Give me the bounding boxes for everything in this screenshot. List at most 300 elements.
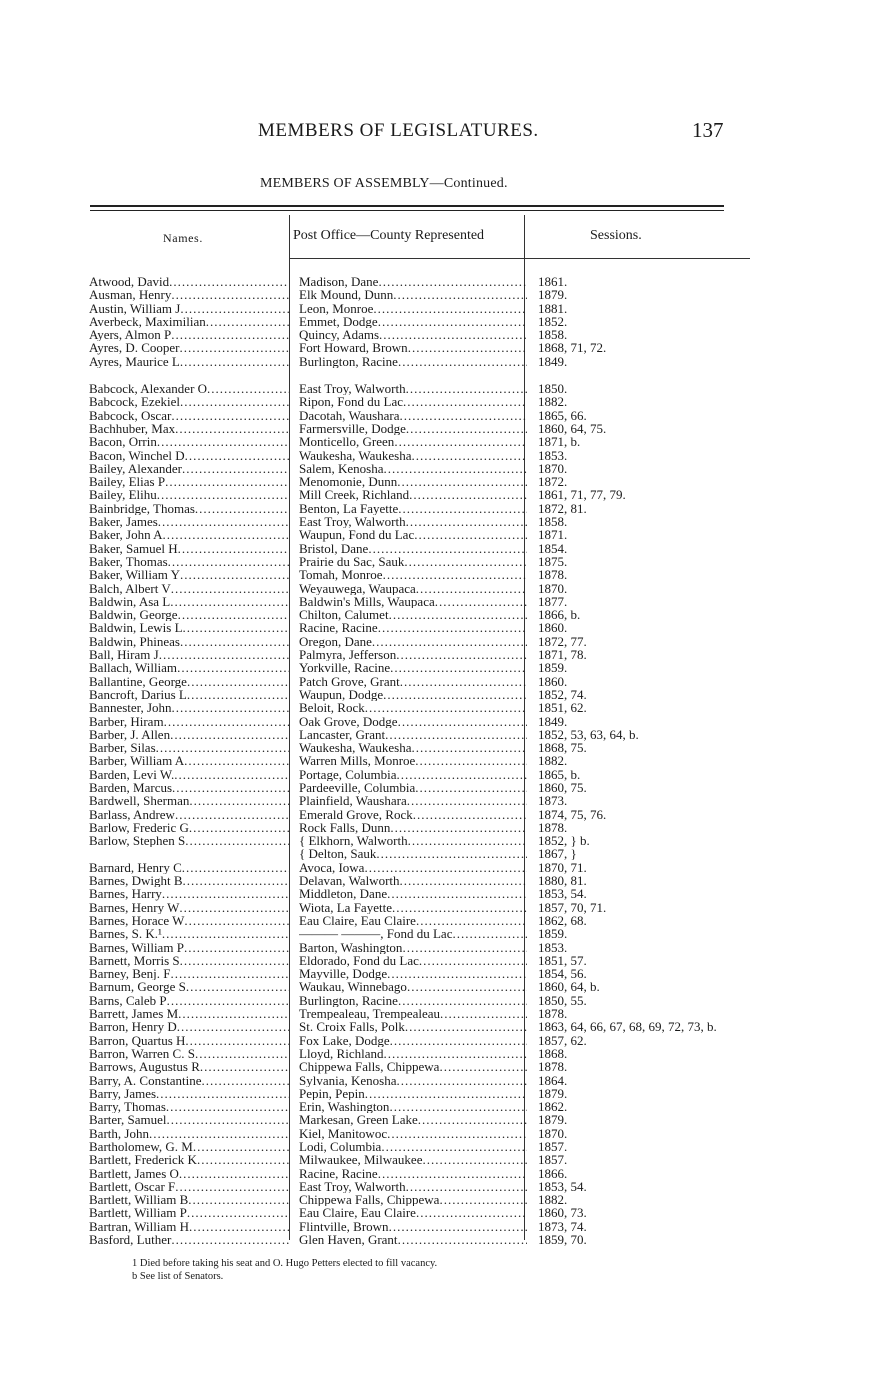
sessions-cell: 1870. (538, 1125, 568, 1141)
leader-dots (167, 994, 289, 1007)
member-name: Babcock, Ezekiel (89, 395, 180, 409)
table-row (89, 980, 749, 993)
post-office: Sylvania, Kenosha (299, 1073, 397, 1087)
leader-dots (178, 1007, 289, 1020)
member-name: Baker, Samuel H (89, 541, 178, 555)
post-office: Leon, Monroe (299, 301, 374, 315)
member-name: Babcock, Oscar (89, 408, 172, 422)
group-spacer (89, 368, 749, 382)
table-row (89, 1047, 749, 1060)
member-name: Bartlett, William B (89, 1193, 189, 1207)
leader-dots (413, 808, 527, 821)
member-name-cell (89, 542, 289, 555)
member-name-cell (89, 821, 289, 834)
member-name: Barnes, Henry W (89, 900, 180, 914)
leader-dots (416, 582, 527, 595)
table-row (89, 941, 749, 954)
leader-dots (364, 861, 527, 874)
member-name-cell (89, 994, 289, 1007)
post-office: Waukesha, Waukesha (299, 741, 412, 755)
leader-dots (202, 1074, 289, 1087)
leader-dots (378, 275, 527, 288)
leader-dots (405, 1020, 527, 1033)
post-office: Yorkville, Racine (299, 661, 391, 675)
post-office-cell (299, 1220, 527, 1233)
member-name-cell (89, 914, 289, 927)
post-office-cell (299, 1087, 527, 1100)
member-name: Ballantine, George (89, 674, 187, 688)
sessions-cell: 1882. (538, 753, 568, 769)
table-row (89, 648, 749, 661)
leader-dots (172, 781, 289, 794)
member-name: Barry, A. Constantine (89, 1073, 202, 1087)
sessions-cell: 1852, } b. (538, 833, 590, 849)
member-name: Barnes, Horace W (89, 913, 185, 928)
post-office-cell (299, 941, 527, 954)
sessions-cell: 1849. (538, 713, 568, 729)
post-office: Rock Falls, Dunn (299, 820, 391, 835)
column-header-names: Names. (163, 231, 203, 245)
leader-dots (373, 302, 527, 315)
leader-dots (206, 315, 289, 328)
leader-dots (179, 901, 289, 914)
sessions-cell: 1863, 64, 66, 67, 68, 69, 72, 73, b. (538, 1019, 717, 1035)
member-name: Bachhuber, Max (89, 421, 176, 436)
leader-dots (180, 302, 289, 315)
member-name-cell (89, 608, 289, 621)
post-office-cell (299, 568, 527, 581)
leader-dots (189, 1220, 289, 1233)
post-office: Racine, Racine (299, 621, 378, 635)
sessions-cell: 1860, 73. (538, 1205, 587, 1221)
sessions-cell: 1870, 71. (538, 859, 587, 875)
leader-dots (185, 449, 289, 462)
post-office: Milwaukee, Milwaukee (299, 1153, 423, 1167)
member-name: Baldwin, Lewis L (89, 621, 183, 635)
post-office-cell (299, 794, 527, 807)
member-name: Barnes, William P (89, 940, 184, 954)
member-name: Baldwin, George (89, 608, 178, 622)
member-name: Barlass, Andrew (89, 807, 175, 821)
table-row (89, 568, 749, 581)
member-name: Ayers, Almon P (89, 328, 172, 342)
table-row (89, 914, 749, 927)
sessions-cell: 1857. (538, 1152, 568, 1168)
post-office: Elk Mound, Dunn (299, 288, 394, 302)
member-name: Balch, Albert V (89, 581, 171, 595)
member-name: Ball, Hiram J (89, 648, 159, 662)
leader-dots (175, 808, 289, 821)
sessions-cell: 1860. (538, 673, 568, 689)
table-row (89, 1087, 749, 1100)
table-row (89, 475, 749, 488)
sessions-cell: 1851, 62. (538, 700, 587, 716)
post-office: Flintville, Brown (299, 1219, 389, 1234)
member-name-cell (89, 834, 289, 847)
leader-dots (393, 288, 527, 301)
post-office: Waupun, Fond du Lac (299, 528, 415, 542)
table-row (89, 555, 749, 568)
table-row (89, 1193, 749, 1206)
post-office-cell (299, 1206, 527, 1219)
leader-dots (156, 741, 289, 754)
leader-dots (177, 661, 289, 674)
table-row (89, 821, 749, 834)
leader-dots (383, 568, 527, 581)
leader-dots (178, 608, 289, 621)
post-office: Markesan, Green Lake (299, 1113, 418, 1127)
member-name-cell (89, 1074, 289, 1087)
sessions-cell: 1878. (538, 1006, 568, 1022)
post-office: Kiel, Manitowoc (299, 1126, 388, 1140)
leader-dots (392, 901, 527, 914)
post-office-cell (299, 409, 527, 422)
post-office-cell (299, 967, 527, 980)
post-office-cell (299, 701, 527, 714)
post-office-cell (299, 994, 527, 1007)
member-name-cell (89, 861, 289, 874)
leader-dots (184, 914, 289, 927)
leader-dots (170, 595, 289, 608)
sessions-cell: 1853. (538, 447, 568, 463)
page-number: 137 (692, 118, 724, 142)
leader-dots (390, 1034, 527, 1047)
member-name: Barden, Levi W. (89, 767, 175, 781)
column-header-sessions: Sessions. (590, 228, 642, 243)
leader-dots (185, 1034, 289, 1047)
sessions-cell: 1871, 78. (538, 647, 587, 663)
table-row (89, 462, 749, 475)
member-name: Baker, James (89, 515, 158, 529)
leader-dots (162, 927, 289, 940)
member-name-cell (89, 621, 289, 634)
table-row (89, 861, 749, 874)
table-row (89, 1113, 749, 1126)
table-row (89, 661, 749, 674)
member-name: Barber, Hiram (89, 714, 164, 728)
table-row (89, 1034, 749, 1047)
post-office: Tomah, Monroe (299, 568, 383, 582)
member-name-cell (89, 302, 289, 315)
table-row (89, 435, 749, 448)
leader-dots (378, 1167, 527, 1180)
post-office-cell (299, 608, 527, 621)
post-office-cell (299, 475, 527, 488)
table-row (89, 582, 749, 595)
leader-dots (390, 661, 527, 674)
post-office-cell (299, 462, 527, 475)
member-name: Barnes, S. K.¹ (89, 927, 162, 941)
post-office: Waukau, Winnebago (299, 980, 407, 994)
post-office: Palmyra, Jefferson (299, 648, 397, 662)
table-row (89, 781, 749, 794)
leader-dots (186, 980, 289, 993)
post-office-cell (299, 887, 527, 900)
sessions-cell: 1851, 57. (538, 952, 587, 968)
post-office: Lloyd, Richland (299, 1046, 384, 1061)
member-name: Bardwell, Sherman (89, 794, 190, 808)
leader-dots (174, 768, 289, 781)
member-name: Bailey, Alexander (89, 461, 183, 476)
top-rule-inner (90, 210, 724, 211)
table-row (89, 355, 749, 368)
member-name-cell (89, 941, 289, 954)
sessions-cell: 1878. (538, 567, 568, 583)
leader-dots (396, 648, 527, 661)
leader-dots (390, 821, 527, 834)
leader-dots (402, 941, 527, 954)
leader-dots (195, 502, 289, 515)
sessions-cell: 1862, 68. (538, 912, 587, 928)
member-name-cell (89, 288, 289, 301)
post-office-cell (299, 914, 527, 927)
table-row (89, 515, 749, 528)
post-office: Madison, Dane (299, 275, 379, 289)
member-name-cell (89, 1206, 289, 1219)
member-name-cell (89, 449, 289, 462)
sessions-cell: 1850. (538, 381, 568, 397)
member-name: Barrett, James M (89, 1007, 179, 1021)
post-office-cell (299, 754, 527, 767)
leader-dots (195, 1047, 289, 1060)
leader-dots (156, 1087, 289, 1100)
leader-dots (171, 288, 289, 301)
member-name-cell (89, 1153, 289, 1166)
table-row (89, 808, 749, 821)
table-row (89, 1180, 749, 1193)
member-name: Barden, Marcus (89, 780, 173, 795)
table-row (89, 741, 749, 754)
member-name: Ballach, William (89, 661, 178, 675)
leader-dots (387, 967, 527, 980)
sessions-cell: 1870. (538, 460, 568, 476)
leader-dots (180, 355, 289, 368)
leader-dots (411, 449, 527, 462)
post-office-cell (299, 808, 527, 821)
post-office-cell (299, 1074, 527, 1087)
post-office-cell (299, 328, 527, 341)
member-name: Barnes, Dwight B (89, 874, 183, 888)
leader-dots (381, 1140, 527, 1153)
leader-dots (162, 887, 289, 900)
leader-dots (184, 941, 289, 954)
member-name-cell (89, 661, 289, 674)
sessions-cell: 1857, 70, 71. (538, 899, 607, 915)
post-office: Barton, Washington (299, 940, 403, 954)
sessions-cell: 1868, 71, 72. (538, 340, 607, 356)
post-office: Eau Claire, Eau Claire (299, 1206, 416, 1220)
leader-dots (207, 382, 289, 395)
member-name: Bailey, Elias P (89, 475, 166, 489)
member-name: Bartlett, Frederick K (89, 1153, 197, 1167)
post-office: Glen Haven, Grant (299, 1233, 398, 1247)
post-office-cell (299, 1127, 527, 1140)
sessions-cell: 1873, 74. (538, 1218, 587, 1234)
sessions-cell: 1879. (538, 287, 568, 303)
leader-dots (435, 595, 527, 608)
post-office: Eau Claire, Eau Claire (299, 913, 416, 928)
leader-dots (383, 462, 527, 475)
leader-dots (187, 688, 289, 701)
leader-dots (182, 462, 289, 475)
post-office-cell (299, 555, 527, 568)
leader-dots (422, 1153, 527, 1166)
sessions-cell: 1871. (538, 527, 568, 543)
leader-dots (183, 621, 289, 634)
member-name-cell (89, 555, 289, 568)
post-office: Lodi, Columbia (299, 1140, 382, 1154)
leader-dots (163, 528, 290, 541)
table-row (89, 1140, 749, 1153)
post-office: Waukesha, Waukesha (299, 448, 412, 462)
leader-dots (398, 994, 527, 1007)
post-office-cell (299, 621, 527, 634)
sessions-cell: 1868, 75. (538, 740, 587, 756)
leader-dots (404, 555, 527, 568)
table-row (89, 768, 749, 781)
member-name-cell (89, 715, 289, 728)
member-name-cell (89, 728, 289, 741)
leader-dots (193, 1140, 289, 1153)
sessions-cell: 1882. (538, 1192, 568, 1208)
leader-dots (158, 515, 289, 528)
member-name-cell (89, 1047, 289, 1060)
leader-dots (400, 675, 527, 688)
table-row (89, 1074, 749, 1087)
member-name-cell (89, 568, 289, 581)
member-name-cell (89, 1087, 289, 1100)
leader-dots (398, 715, 527, 728)
member-name-cell (89, 1034, 289, 1047)
table-row (89, 608, 749, 621)
member-name: Baker, William Y (89, 568, 181, 582)
leader-dots (189, 794, 289, 807)
table-row (89, 542, 749, 555)
members-table-body (89, 275, 749, 1246)
leader-dots (365, 1087, 527, 1100)
member-name: Bacon, Orrin (89, 435, 157, 449)
member-name: Ayres, Maurice L (89, 354, 180, 369)
member-name: Basford, Luther (89, 1233, 172, 1247)
leader-dots (419, 954, 527, 967)
table-row (89, 1233, 749, 1246)
member-name-cell (89, 1193, 289, 1206)
post-office: Warren Mills, Monroe (299, 754, 416, 768)
sessions-cell: 1861, 71, 77, 79. (538, 487, 626, 503)
post-office: Mayville, Dodge (299, 967, 388, 981)
leader-dots (179, 1167, 289, 1180)
table-row (89, 488, 749, 501)
sessions-cell: 1857. (538, 1139, 568, 1154)
leader-dots (452, 927, 527, 940)
leader-dots (169, 275, 289, 288)
leader-dots (200, 1060, 289, 1073)
sessions-cell: 1877. (538, 593, 568, 609)
leader-dots (384, 1047, 528, 1060)
member-name-cell (89, 409, 289, 422)
member-name: Bartran, William H (89, 1219, 189, 1234)
leader-dots (414, 528, 527, 541)
member-name: Bailey, Elihu (89, 488, 157, 502)
sessions-cell: 1871, b. (538, 434, 581, 450)
leader-dots (157, 488, 289, 501)
member-name: Baldwin, Phineas (89, 634, 180, 649)
leader-dots (378, 315, 527, 328)
post-office: Beloit, Rock (299, 701, 365, 715)
leader-dots (171, 582, 289, 595)
member-name: Barter, Samuel (89, 1113, 167, 1127)
post-office-cell (299, 315, 527, 328)
post-office: Pardeeville, Columbia (299, 780, 416, 795)
member-name-cell (89, 1140, 289, 1153)
sessions-cell: 1866. (538, 1165, 568, 1181)
leader-dots (385, 728, 527, 741)
table-row (89, 449, 749, 462)
sessions-cell: 1872. (538, 474, 568, 490)
leader-dots (183, 874, 289, 887)
member-name-cell (89, 741, 289, 754)
sessions-cell: 1878. (538, 1059, 568, 1075)
leader-dots (398, 355, 527, 368)
post-office: Salem, Kenosha (299, 461, 384, 476)
post-office: Bristol, Dane (299, 541, 369, 555)
post-office-cell (299, 688, 527, 701)
table-row (89, 1220, 749, 1233)
member-name: Barber, Silas (89, 741, 156, 755)
sessions-cell: 1860, 64, 75. (538, 420, 607, 436)
footnote-b: b See list of Senators. (132, 1270, 224, 1282)
member-name-cell (89, 954, 289, 967)
post-office: Trempealeau, Trempealeau (299, 1007, 441, 1021)
post-office-cell (299, 1153, 527, 1166)
post-office-cell (299, 741, 527, 754)
leader-dots (182, 861, 289, 874)
leader-dots (416, 1206, 527, 1219)
post-office: Avoca, Iowa (299, 860, 365, 875)
post-office-cell (299, 1140, 527, 1153)
table-row (89, 382, 749, 395)
sessions-cell: 1852. (538, 313, 568, 329)
post-office-cell (299, 1233, 527, 1246)
leader-dots (415, 754, 527, 767)
leader-dots (171, 328, 289, 341)
sessions-cell: 1880, 81. (538, 873, 587, 889)
leader-dots (149, 1127, 289, 1140)
member-name: Baldwin, Asa L (89, 594, 171, 609)
footnotes (132, 1258, 437, 1283)
member-name: Barth, John (89, 1126, 149, 1140)
post-office-cell (299, 1020, 527, 1033)
leader-dots (400, 874, 527, 887)
member-name-cell (89, 874, 289, 887)
post-office: Delavan, Walworth (299, 874, 400, 888)
leader-dots (175, 1180, 289, 1193)
member-name-cell (89, 1060, 289, 1073)
member-name-cell (89, 422, 289, 435)
sessions-cell: 1859, 70. (538, 1232, 587, 1248)
table-row (89, 994, 749, 1007)
post-office: Oregon, Dane (299, 634, 372, 649)
table-row (89, 1020, 749, 1033)
member-name: Austin, William J (89, 301, 181, 315)
member-name: Bartlett, William P (89, 1206, 187, 1220)
post-office: Middleton, Dane (299, 887, 388, 901)
sessions-cell: 1861. (538, 274, 568, 289)
leader-dots (159, 648, 289, 661)
member-name-cell (89, 462, 289, 475)
sessions-cell: 1853, 54. (538, 1178, 587, 1194)
member-name-cell (89, 1020, 289, 1033)
